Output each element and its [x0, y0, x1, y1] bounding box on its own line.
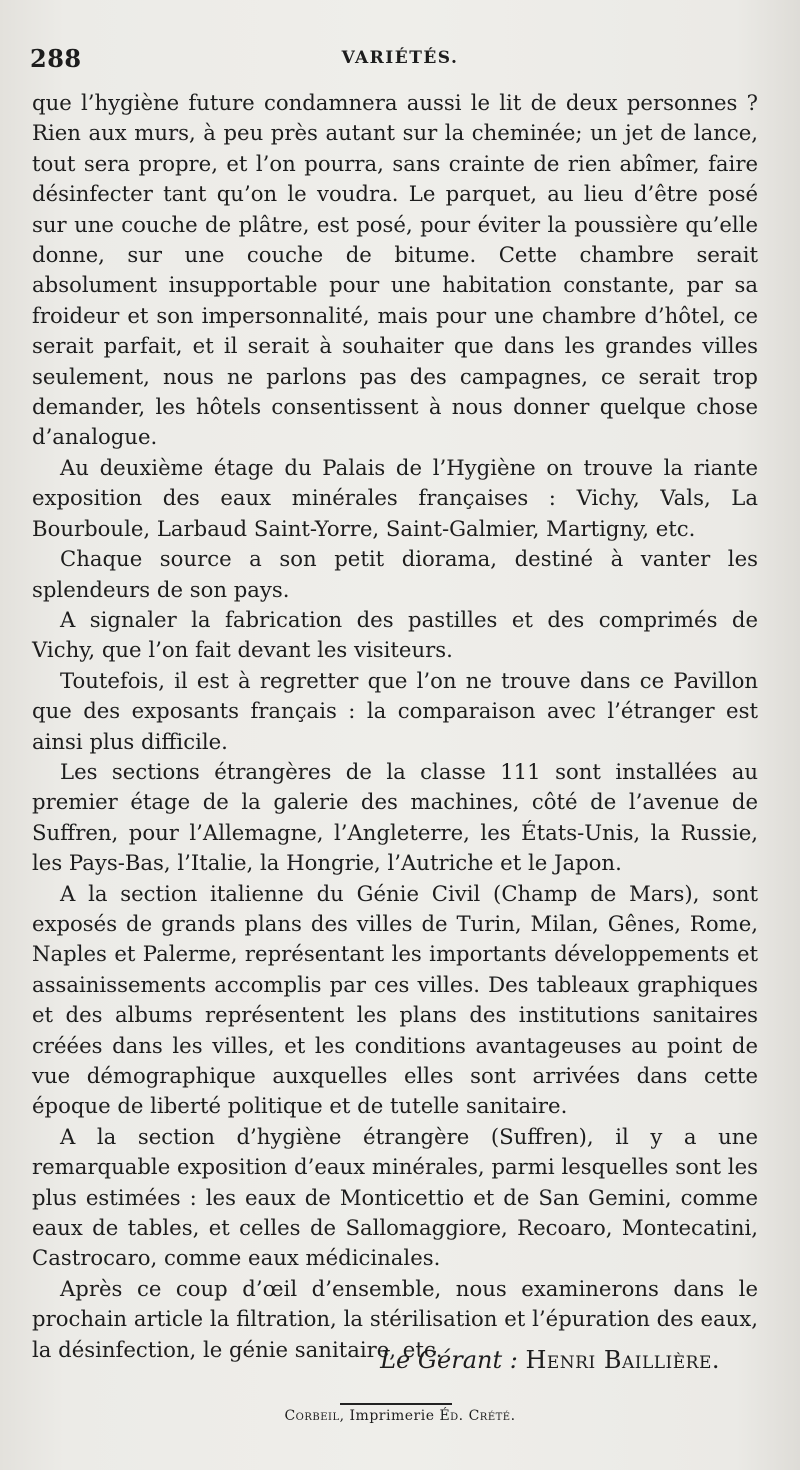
- signature-prefix: Le Gérant :: [380, 1346, 518, 1374]
- paragraph-6: Les sections étrangères de la classe 111 sont installées au premier étage de la galerie des machines, côté de l’avenue de Suffren, pour l’Allemagne, l’Angleterre, les États-Unis, la Russie, les Pays-Bas, l’Italie, la Hongrie, l’Autriche et le Japon.: [32, 758, 758, 876]
- paragraph-5: Toutefois, il est à regretter que l’on ne trouve dans ce Pavillon que des exposants français : la comparaison avec l’étranger est ainsi plus difficile.: [32, 667, 758, 754]
- footer-rule: [340, 1403, 452, 1405]
- signature-name: Henri Baillière.: [525, 1346, 720, 1374]
- imprint-city: Corbeil,: [284, 1408, 345, 1424]
- signature: [32, 1346, 720, 1374]
- paragraph-3: Chaque source a son petit diorama, destiné à vanter les splendeurs de son pays.: [32, 546, 758, 602]
- printer-imprint: [0, 1408, 800, 1424]
- paragraph-7: A la section italienne du Génie Civil (Champ de Mars), sont exposés de grands plans des villes de Turin, Milan, Gênes, Rome, Naples et Palerme, représentant les importants développements et assainissements accomplis par ces villes. Des tableaux graphiques et des albums représentent les plans des institutions sanitaires créées dans les villes, et les conditions avantageuses au point de vue démographique auxquelles elles sont arrivées dans cette époque de liberté politique et de tutelle sanitaire.: [32, 880, 758, 1119]
- paragraph-8: A la section d’hygiène étrangère (Suffren), il y a une remarquable exposition d’eaux minérales, parmi lesquelles sont les plus estimées : les eaux de Monticettio et de San Gemini, comme eaux de tables, et celles de Sallomaggiore, Recoaro, Montecatini, Castrocaro, comme eaux médicinales.: [32, 1123, 758, 1271]
- page-number: 288: [30, 44, 82, 73]
- body-text: [32, 88, 758, 1365]
- running-title: VARIÉTÉS.: [341, 48, 459, 68]
- imprint-text: Imprimerie: [349, 1408, 435, 1424]
- paragraph-4: A signaler la fabrication des pastilles et des comprimés de Vichy, que l’on fait devant les visiteurs.: [32, 606, 758, 663]
- page-header: [30, 44, 770, 78]
- paragraph-2: Au deuxième étage du Palais de l’Hygiène on trouve la riante exposition des eaux minérales françaises : Vichy, Vals, La Bourboule, Larbaud Saint-Yorre, Saint-Galmier, Martigny, etc.: [32, 454, 758, 541]
- paragraph-9: Après ce coup d’œil d’ensemble, nous examinerons dans le prochain article la filtration, la stérilisation et l’épuration des eaux, la désinfection, le génie sanitaire, etc.: [32, 1275, 758, 1362]
- imprint-printer: Éd. Crété.: [439, 1408, 516, 1424]
- paragraph-1: que l’hygiène future condamnera aussi le lit de deux personnes ? Rien aux murs, à peu près autant sur la cheminée; un jet de lance, tout sera propre, et l’on pourra, sans crainte de rien abîmer, faire désinfecter tant qu’on le voudra. Le parquet, au lieu d’être posé sur une couche de plâtre, est posé, pour éviter la poussière qu’elle donne, sur une couche de bitume. Cette chambre serait absolument insupportable pour une habitation constante, par sa froideur et son impersonnalité, mais pour une chambre d’hôtel, ce serait parfait, et il serait à souhaiter que dans les grandes villes seulement, nous ne parlons pas des campagnes, ce serait trop demander, les hôtels consentissent à nous donner quelque chose d’analogue.: [32, 90, 758, 450]
